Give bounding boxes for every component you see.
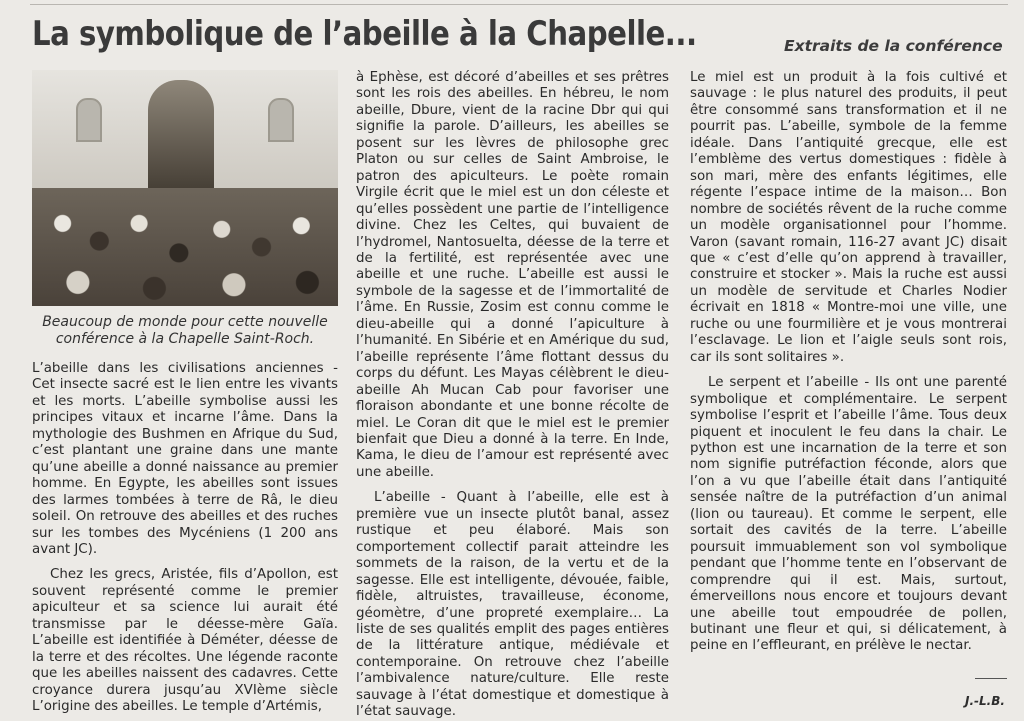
paragraph: L’abeille dans les civilisations anciennes - Cet insecte sacré est le lien entre les vivants et les morts. L’abeille symbolise aussi les principes vitaux et incarne l’âme. Dans la mythologie des Bushmen en Afrique du Sud, c’est plantant une graine dans une mante qu’une abeille a donné naissance au premier homme. En Egypte, les abeilles sont issues des larmes tombées à terre de Râ, le dieu soleil. On retrouve des abeilles et des ruches sur les tombes des Mycéniens (1 200 ans avant JC). (32, 361, 338, 557)
article-title: La symbolique de l’abeille à la Chapelle... (32, 14, 697, 54)
paragraph: Chez les grecs, Aristée, fils d’Apollon, est souvent représenté comme le premier apiculteur et sa science lui aurait été transmisse par le déesse-mère Gaïa. L’abeille est identifiée à Déméter, déesse de la terre et des récoltes. Une légende raconte que les abeilles naissent des cadavres. Cette croyance durera jusqu’au XVIème siècle L’origine des abeilles. Le temple d’Artémis, (32, 567, 338, 715)
article-column-1 (32, 70, 338, 716)
chapel-altar (148, 80, 214, 200)
article-column-2 (356, 70, 669, 721)
chapel-window (268, 98, 294, 142)
paragraph: Le serpent et l’abeille - Ils ont une parenté symbolique et complémentaire. Le serpent symbolise l’esprit et l’abeille l’âme. Tous deux piquent et inoculent le feu dans la chair. Le python est une incarnation de la terre et son nom signifie putréfaction féconde, alors que l’on a vu que l’abeille était dans l’antiquité sensée naître de la putréfaction d’un animal (lion ou taureau). Et comme le serpent, elle sortait des cavités de la terre. L’abeille poursuit immuablement son vol symbolique pendant que l’homme tente en l’observant de comprendre qui il est. Mais, surtout, émerveillons nous encore et toujours devant une abeille tout empoudrée de pollen, butinant une fleur et qui, si délicatement, à peine en l’effleurant, en prélève le nectar. (690, 375, 1007, 654)
paragraph: Le miel est un produit à la fois cultivé et sauvage : le plus naturel des produits, il peut être consommé sans transformation et il ne pourrit pas. L’abeille, symbole de la femme idéale. Dans l’antiquité grecque, elle est l’emblème des vertus domestiques : fidèle à son mari, mère des enfants légitimes, elle régente l’espace intime de la maison… Bon nombre de sociétés rêvent de la ruche comme un modèle organisationnel pour l’homme. Varon (savant romain, 116-27 avant JC) disait que « c’est d’elle qu’on apprend à travailler, construire et stocker ». Mais la ruche est aussi un modèle de servitude et Charles Nodier écrivait en 1818 « Montre-moi une ville, une ruche ou une fourmilière et je vous montrerai l’esclavage. Le lion et l’aigle seuls sont rois, car ils sont solitaires ». (690, 70, 1007, 365)
audience-crowd (32, 188, 338, 306)
top-rule (30, 4, 1008, 5)
chapel-window (76, 98, 102, 142)
photo-caption: Beaucoup de monde pour cette nouvelle conférence à la Chapelle Saint-Roch. (42, 314, 328, 347)
paragraph: L’abeille - Quant à l’abeille, elle est à première vue un insecte plutôt banal, assez rustique et peu élaboré. Mais son comportement collectif parait atteindre les sommets de la raison, de la vertu et de la sagesse. Elle est intelligente, dévouée, faible, fidèle, altruistes, travailleuse, économe, géomètre, d’une propreté exemplaire… La liste de ses qualités emplit des pages entières de la littérature antique, médiévale et contemporaine. On retrouve chez l’abeille l’ambivalence nature/culture. Elle reste sauvage à l’état domestique et domestique à l’état sauvage. (356, 490, 669, 720)
article-column-3 (690, 70, 1007, 655)
article-subtitle: Extraits de la conférence (784, 37, 1003, 55)
chapel-photo (32, 70, 338, 306)
author-signature: J.-L.B. (965, 694, 1005, 708)
headline (32, 14, 1012, 66)
paragraph: à Ephèse, est décoré d’abeilles et ses prêtres sont les rois des abeilles. En hébreu, le nom abeille, Dbure, vient de la racine Dbr qui qui signifie la parole. D’ailleurs, les abeilles se posent sur les lèvres de philosophe grec Platon ou sur celles de Saint Ambroise, le patron des apiculteurs. Le poète romain Virgile écrit que le miel est un don céleste et qu’elles possèdent une partie de l’intelligence divine. Chez les Celtes, qui buvaient de l’hydromel, Nantosuelta, déesse de la terre et de la fertilité, est représentée avec une abeille et une ruche. L’abeille est aussi le symbole de la sagesse et de l’immortalité de l’âme. En Russie, Zosim est connu comme le dieu-abeille qui a donné l’apiculture à l’humanité. En Sibérie et en Amérique du sud, l’abeille représente l’âme flottant dessus du corps du défunt. Les Mayas célèbrent le dieu-abeille Ah Mucan Cab pour favoriser une floraison abondante et une bonne récolte de miel. Le Coran dit que le miel est le premier bienfait que Dieu a donné à la terre. En Inde, Kama, le dieu de l’amour est représenté avec une abeille. (356, 70, 669, 480)
signature-rule (975, 678, 1007, 679)
